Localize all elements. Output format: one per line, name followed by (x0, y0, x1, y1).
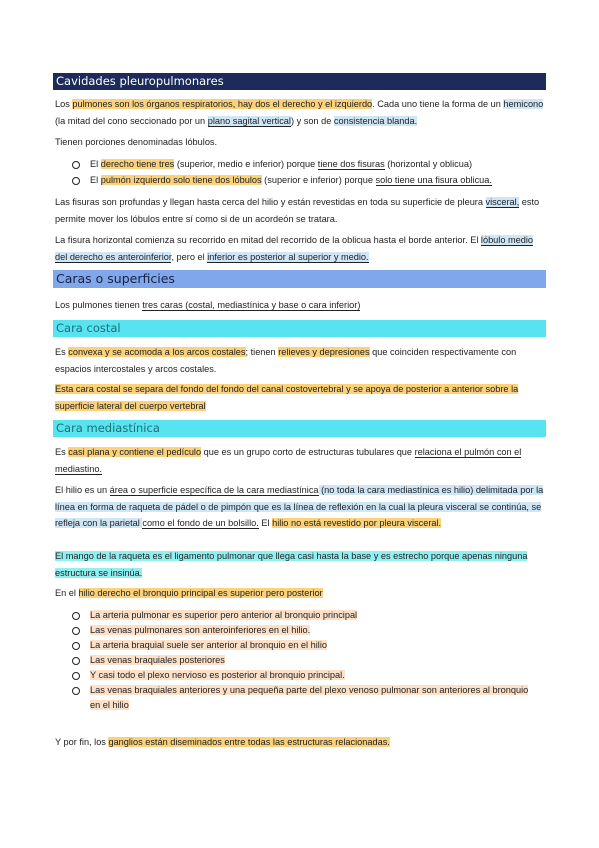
hilio-structures-list (70, 608, 540, 713)
text-run: Esta cara costal se separa del fondo del fondo del canal costovertebral y se apoya de posterior a anterior sobre la superficie lateral del cuerpo vertebral (55, 384, 519, 411)
intro-paragraph-2: Tienen porciones denominadas lóbulos. (55, 137, 218, 147)
text-run: La fisura horizontal comienza su recorrido en mitad del recorrido de la oblicua hasta el borde anterior. El (55, 235, 481, 245)
text-run: (la mitad del cono seccionado por un (55, 115, 208, 126)
circle-bullet-icon (72, 642, 80, 650)
text-run: que coinciden respectivamente con espacios intercostales y arcos costales. (55, 347, 517, 374)
text-run: casi plana y contiene el pedículo (68, 447, 202, 457)
text-run: , pero el (171, 251, 208, 262)
section-title-cavidades: Cavidades pleuropulmonares (53, 73, 546, 90)
text-run: El (90, 159, 101, 169)
list-item (70, 157, 540, 172)
circle-bullet-icon (72, 612, 80, 620)
hilio-paragraph (55, 482, 547, 532)
text-run: como el fondo de un bolsillo. (142, 518, 259, 528)
text-run: hilio derecho el bronquio principal es superior pero posterior (78, 588, 323, 598)
text-run: Es (55, 347, 69, 357)
text-run: tres caras (costal, mediastínica y base o cara inferior) (142, 300, 361, 310)
text-run: El hilio es un (55, 485, 110, 495)
text-run: El mango de la raqueta es el ligamento pulmonar que llega casi hasta la base y es estrecho porque apenas ninguna estructura se insinúa. (55, 551, 528, 578)
circle-bullet-icon (72, 687, 80, 695)
hilio-derecho-paragraph (55, 585, 547, 602)
ganglios-paragraph (55, 734, 547, 751)
ligamento-paragraph (55, 548, 547, 581)
circle-bullet-icon (72, 672, 80, 680)
text-run: Las fisuras son profundas y llegan hasta cerca del hilio y están revestidas en toda su superficie de pleura (55, 197, 486, 207)
text-run: (horizontal y oblicua) (384, 159, 473, 169)
text-run: Los (55, 99, 73, 109)
list-item-text: Y casi todo el plexo nervioso es posterior al bronquio principal. (90, 670, 345, 680)
text-run: consistencia blanda. (333, 115, 418, 126)
list-item-text (90, 159, 472, 170)
text-run: tiene dos fisuras (317, 159, 385, 169)
text-run: plano sagital vertical (207, 115, 291, 126)
section-title-caras: Caras o superficies (53, 270, 546, 288)
text-run: (superior e inferior) porque (261, 175, 376, 185)
list-item (70, 623, 540, 638)
text-run: Es (55, 447, 69, 457)
list-item (70, 653, 540, 668)
list-item-text: La arteria pulmonar es superior pero anterior al bronquio principal (90, 610, 358, 620)
list-item-text: Las venas braquiales anteriores y una pequeña parte del plexo venoso pulmonar son anteriores al bronquio en el hilio (90, 685, 529, 710)
list-item-text (90, 175, 492, 186)
text-run: derecho tiene tres (100, 159, 175, 169)
text-run: pulmón izquierdo solo tiene dos lóbulos (100, 175, 262, 185)
caras-paragraph (55, 297, 547, 314)
costal-paragraph-2 (55, 381, 547, 414)
text-run: área o superficie específica de la cara mediastínica (109, 485, 319, 495)
text-run: Y por fin, los (55, 737, 109, 747)
text-run: (superior, medio e inferior) porque (174, 159, 318, 169)
text-run: inferior es posterior al superior y medio. (207, 251, 369, 262)
section-title-cara-costal: Cara costal (53, 320, 546, 337)
text-run: . Cada uno tiene la forma de un (372, 99, 504, 109)
text-run: convexa y se acomoda a los arcos costales (68, 347, 246, 357)
text-run: El (90, 175, 101, 185)
list-item (70, 683, 540, 713)
text-run: relieves y depresiones (278, 347, 370, 357)
text-run: esto permite mover los lóbulos entre sí como si de un acordeón se tratara. (55, 197, 540, 224)
circle-bullet-icon (72, 627, 80, 635)
list-item (70, 608, 540, 623)
lobes-list (70, 157, 540, 188)
text-run: que es un grupo corto de estructuras tubulares que (201, 447, 415, 457)
text-run: Los pulmones tienen (55, 300, 143, 310)
text-run: ganglios están diseminados entre todas las estructuras relacionadas. (108, 737, 390, 747)
text-run: visceral, (485, 197, 520, 207)
list-item-text: Las venas braquiales posteriores (90, 655, 225, 665)
text-run: (no toda la cara mediastínica es hilio) delimitada por la línea en forma de raqueta de pádel o de pimpón que es la línea de reflexión en la cual la pleura visceral se continúa, se refleja con la parietal (55, 485, 544, 528)
intro-paragraph-1 (55, 96, 547, 129)
text-run: relaciona el pulmón con el mediastino. (55, 447, 522, 474)
text-run: En el (55, 588, 79, 598)
list-item-text: La arteria braquial suele ser anterior al bronquio en el hilio (90, 640, 327, 650)
mediastinica-paragraph-1 (55, 444, 547, 477)
text-run: hemicono (503, 99, 544, 109)
list-item-text: Las venas pulmonares son anteroinferiores en el hilio. (90, 625, 311, 635)
fissures-paragraph (55, 194, 547, 227)
circle-bullet-icon (72, 657, 80, 665)
text-run: El (258, 518, 273, 528)
text-run: hilio no está revestido por pleura visceral. (272, 518, 442, 528)
list-item (70, 668, 540, 683)
text-run: lóbulo medio del derecho es anteroinferior (55, 235, 534, 262)
list-item (70, 173, 540, 188)
costal-paragraph-1 (55, 344, 547, 377)
circle-bullet-icon (72, 161, 80, 169)
section-title-cara-mediastinica: Cara mediastínica (53, 420, 546, 437)
horizontal-fissure-paragraph (55, 232, 547, 265)
list-item (70, 638, 540, 653)
text-run: ) y son de (290, 115, 334, 126)
text-run: pulmones son los órganos respiratorios, hay dos el derecho y el izquierdo (72, 99, 373, 109)
text-run: ; tienen (245, 347, 279, 357)
text-run: solo tiene una fisura oblicua. (375, 175, 492, 185)
circle-bullet-icon (72, 177, 80, 185)
